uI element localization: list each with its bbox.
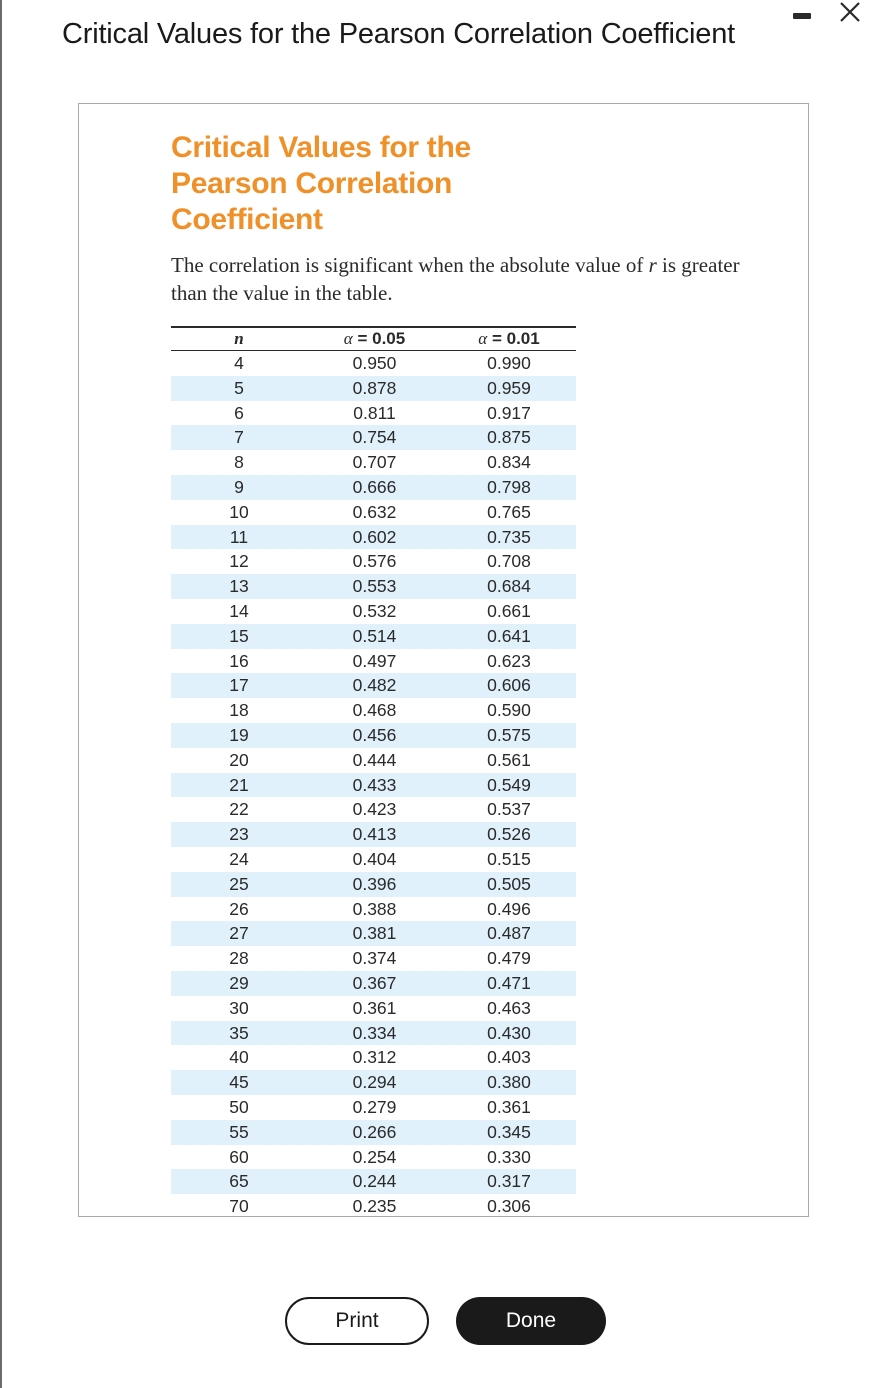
cell-alpha-005: 0.413 bbox=[307, 822, 442, 847]
cell-alpha-005: 0.514 bbox=[307, 624, 442, 649]
cell-alpha-001: 0.537 bbox=[487, 799, 531, 820]
header-n: n bbox=[171, 327, 307, 351]
cell-alpha-001: 0.496 bbox=[487, 898, 531, 919]
table-row bbox=[171, 698, 576, 723]
table-row bbox=[171, 773, 576, 798]
cell-n: 16 bbox=[229, 650, 249, 671]
cell-n: 25 bbox=[171, 872, 307, 897]
cell-alpha-001: 0.708 bbox=[487, 551, 531, 572]
table-panel bbox=[78, 103, 809, 1217]
cell-n: 19 bbox=[171, 723, 307, 748]
cell-alpha-001: 0.526 bbox=[442, 822, 576, 847]
cell-alpha-001: 0.765 bbox=[487, 501, 531, 522]
cell-n: 24 bbox=[229, 848, 249, 869]
table-row bbox=[171, 1169, 576, 1194]
minimize-icon[interactable] bbox=[793, 13, 811, 19]
cell-alpha-001: 0.875 bbox=[442, 425, 576, 450]
cell-alpha-005: 0.404 bbox=[352, 848, 397, 869]
table-row bbox=[171, 1070, 576, 1095]
cell-alpha-005: 0.576 bbox=[352, 551, 397, 572]
cell-alpha-001: 0.661 bbox=[487, 600, 531, 621]
close-icon[interactable] bbox=[838, 0, 862, 24]
cell-n: 21 bbox=[171, 773, 307, 798]
cell-alpha-005: 0.497 bbox=[352, 650, 397, 671]
cell-alpha-001: 0.471 bbox=[442, 971, 576, 996]
cell-alpha-005: 0.666 bbox=[307, 475, 442, 500]
cell-alpha-001: 0.403 bbox=[487, 1047, 531, 1068]
cell-alpha-001: 0.590 bbox=[487, 700, 531, 721]
cell-n: 28 bbox=[229, 948, 249, 969]
cell-alpha-005: 0.388 bbox=[352, 898, 397, 919]
cell-n: 70 bbox=[229, 1196, 249, 1217]
cell-alpha-001: 0.330 bbox=[487, 1146, 531, 1167]
cell-alpha-001: 0.345 bbox=[442, 1120, 576, 1145]
table-row bbox=[171, 1095, 576, 1120]
cell-n: 14 bbox=[229, 600, 249, 621]
window-left-border bbox=[0, 0, 2, 1388]
cell-alpha-005: 0.312 bbox=[352, 1047, 397, 1068]
cell-alpha-001: 0.834 bbox=[487, 452, 531, 473]
panel-description bbox=[171, 251, 761, 307]
table-header-row bbox=[171, 327, 576, 351]
table-row bbox=[171, 847, 576, 872]
table-row bbox=[171, 673, 576, 698]
cell-alpha-005: 0.381 bbox=[307, 921, 442, 946]
cell-alpha-001: 0.641 bbox=[442, 624, 576, 649]
header-alpha-001 bbox=[442, 327, 576, 351]
cell-n: 6 bbox=[234, 402, 244, 423]
cell-n: 17 bbox=[171, 673, 307, 698]
cell-n: 20 bbox=[229, 749, 249, 770]
cell-alpha-001: 0.487 bbox=[442, 921, 576, 946]
cell-n: 8 bbox=[234, 452, 244, 473]
table-row bbox=[171, 1120, 576, 1145]
alpha-symbol: α bbox=[478, 329, 488, 348]
cell-alpha-005: 0.950 bbox=[352, 353, 397, 373]
table-row bbox=[171, 574, 576, 599]
cell-alpha-001: 0.684 bbox=[442, 574, 576, 599]
table-row bbox=[171, 450, 576, 475]
cell-alpha-005: 0.294 bbox=[307, 1070, 442, 1095]
table-row bbox=[171, 525, 576, 550]
cell-alpha-005: 0.235 bbox=[352, 1196, 397, 1217]
cell-alpha-001: 0.463 bbox=[487, 997, 531, 1018]
cell-alpha-001: 0.917 bbox=[487, 402, 531, 423]
cell-alpha-005: 0.374 bbox=[352, 948, 397, 969]
cell-n: 27 bbox=[171, 921, 307, 946]
cell-alpha-001: 0.561 bbox=[487, 749, 531, 770]
table-row bbox=[171, 797, 576, 822]
cell-alpha-005: 0.361 bbox=[352, 997, 397, 1018]
cell-alpha-005: 0.602 bbox=[307, 525, 442, 550]
cell-alpha-005: 0.811 bbox=[353, 402, 396, 423]
table-row bbox=[171, 351, 576, 376]
description-text: The correlation is significant when the absolute value of bbox=[171, 253, 649, 277]
table-row bbox=[171, 624, 576, 649]
cell-alpha-001: 0.990 bbox=[487, 353, 531, 373]
cell-alpha-001: 0.959 bbox=[442, 376, 576, 401]
cell-alpha-005: 0.754 bbox=[307, 425, 442, 450]
cell-alpha-005: 0.279 bbox=[352, 1096, 397, 1117]
cell-n: 18 bbox=[229, 700, 249, 721]
cell-alpha-001: 0.515 bbox=[487, 848, 531, 869]
cell-alpha-005: 0.878 bbox=[307, 376, 442, 401]
cell-alpha-001: 0.549 bbox=[442, 773, 576, 798]
cell-n: 10 bbox=[229, 501, 249, 522]
table-row bbox=[171, 401, 576, 426]
table-row bbox=[171, 1145, 576, 1170]
table-row bbox=[171, 1194, 576, 1219]
header-alpha-001-value: = 0.01 bbox=[487, 329, 540, 348]
table-row bbox=[171, 425, 576, 450]
table-row bbox=[171, 1045, 576, 1070]
cell-alpha-005: 0.367 bbox=[307, 971, 442, 996]
window-title: Critical Values for the Pearson Correlation Coefficient bbox=[62, 18, 735, 50]
cell-alpha-005: 0.244 bbox=[307, 1169, 442, 1194]
cell-alpha-005: 0.254 bbox=[352, 1146, 397, 1167]
cell-n: 11 bbox=[171, 525, 307, 550]
table-row bbox=[171, 872, 576, 897]
cell-n: 22 bbox=[229, 799, 249, 820]
table-row bbox=[171, 996, 576, 1021]
cell-n: 23 bbox=[171, 822, 307, 847]
cell-n: 60 bbox=[229, 1146, 249, 1167]
cell-n: 30 bbox=[229, 997, 249, 1018]
cell-n: 4 bbox=[234, 353, 244, 373]
table-row bbox=[171, 822, 576, 847]
cell-n: 45 bbox=[171, 1070, 307, 1095]
table-row bbox=[171, 921, 576, 946]
table-row bbox=[171, 1021, 576, 1046]
cell-alpha-005: 0.482 bbox=[307, 673, 442, 698]
table-row bbox=[171, 500, 576, 525]
cell-alpha-001: 0.479 bbox=[487, 948, 531, 969]
cell-n: 9 bbox=[171, 475, 307, 500]
cell-alpha-005: 0.468 bbox=[352, 700, 397, 721]
table-row bbox=[171, 723, 576, 748]
cell-alpha-001: 0.606 bbox=[442, 673, 576, 698]
cell-alpha-005: 0.532 bbox=[352, 600, 397, 621]
table-row bbox=[171, 897, 576, 922]
table-row bbox=[171, 599, 576, 624]
cell-n: 29 bbox=[171, 971, 307, 996]
cell-alpha-005: 0.433 bbox=[307, 773, 442, 798]
description-end: is greater than the value in the table. bbox=[171, 253, 740, 305]
table-row bbox=[171, 946, 576, 971]
cell-alpha-005: 0.396 bbox=[307, 872, 442, 897]
cell-n: 12 bbox=[229, 551, 249, 572]
description-variable: r bbox=[648, 253, 657, 277]
alpha-symbol: α bbox=[343, 329, 353, 348]
cell-alpha-001: 0.430 bbox=[442, 1021, 576, 1046]
cell-alpha-005: 0.334 bbox=[307, 1021, 442, 1046]
table-row bbox=[171, 376, 576, 401]
cell-n: 26 bbox=[229, 898, 249, 919]
cell-alpha-001: 0.306 bbox=[487, 1196, 531, 1217]
cell-n: 50 bbox=[229, 1096, 249, 1117]
cell-alpha-005: 0.553 bbox=[307, 574, 442, 599]
table-row bbox=[171, 475, 576, 500]
panel-heading: Critical Values for the Pearson Correlation Coefficient bbox=[171, 131, 471, 236]
cell-alpha-001: 0.317 bbox=[442, 1169, 576, 1194]
cell-alpha-005: 0.423 bbox=[352, 799, 397, 820]
print-button[interactable]: Print bbox=[285, 1297, 429, 1345]
cell-alpha-001: 0.380 bbox=[442, 1070, 576, 1095]
cell-n: 40 bbox=[229, 1047, 249, 1068]
cell-alpha-005: 0.266 bbox=[307, 1120, 442, 1145]
cell-n: 5 bbox=[171, 376, 307, 401]
table-row bbox=[171, 549, 576, 574]
cell-n: 7 bbox=[171, 425, 307, 450]
cell-alpha-005: 0.444 bbox=[352, 749, 397, 770]
done-button[interactable]: Done bbox=[456, 1297, 606, 1345]
header-alpha-005 bbox=[307, 327, 442, 351]
table-row bbox=[171, 649, 576, 674]
table-row bbox=[171, 971, 576, 996]
critical-values-table bbox=[171, 326, 576, 1219]
header-alpha-005-value: = 0.05 bbox=[352, 329, 406, 348]
table-row bbox=[171, 748, 576, 773]
cell-n: 65 bbox=[171, 1169, 307, 1194]
cell-alpha-001: 0.735 bbox=[442, 525, 576, 550]
cell-n: 35 bbox=[171, 1021, 307, 1046]
cell-alpha-001: 0.623 bbox=[487, 650, 531, 671]
cell-alpha-005: 0.456 bbox=[307, 723, 442, 748]
cell-alpha-005: 0.632 bbox=[352, 501, 397, 522]
cell-alpha-001: 0.575 bbox=[442, 723, 576, 748]
cell-alpha-001: 0.361 bbox=[487, 1096, 531, 1117]
cell-alpha-001: 0.798 bbox=[442, 475, 576, 500]
cell-n: 55 bbox=[171, 1120, 307, 1145]
cell-alpha-001: 0.505 bbox=[442, 872, 576, 897]
cell-n: 15 bbox=[171, 624, 307, 649]
table-body bbox=[171, 351, 576, 1219]
cell-n: 13 bbox=[171, 574, 307, 599]
cell-alpha-005: 0.707 bbox=[352, 452, 397, 473]
